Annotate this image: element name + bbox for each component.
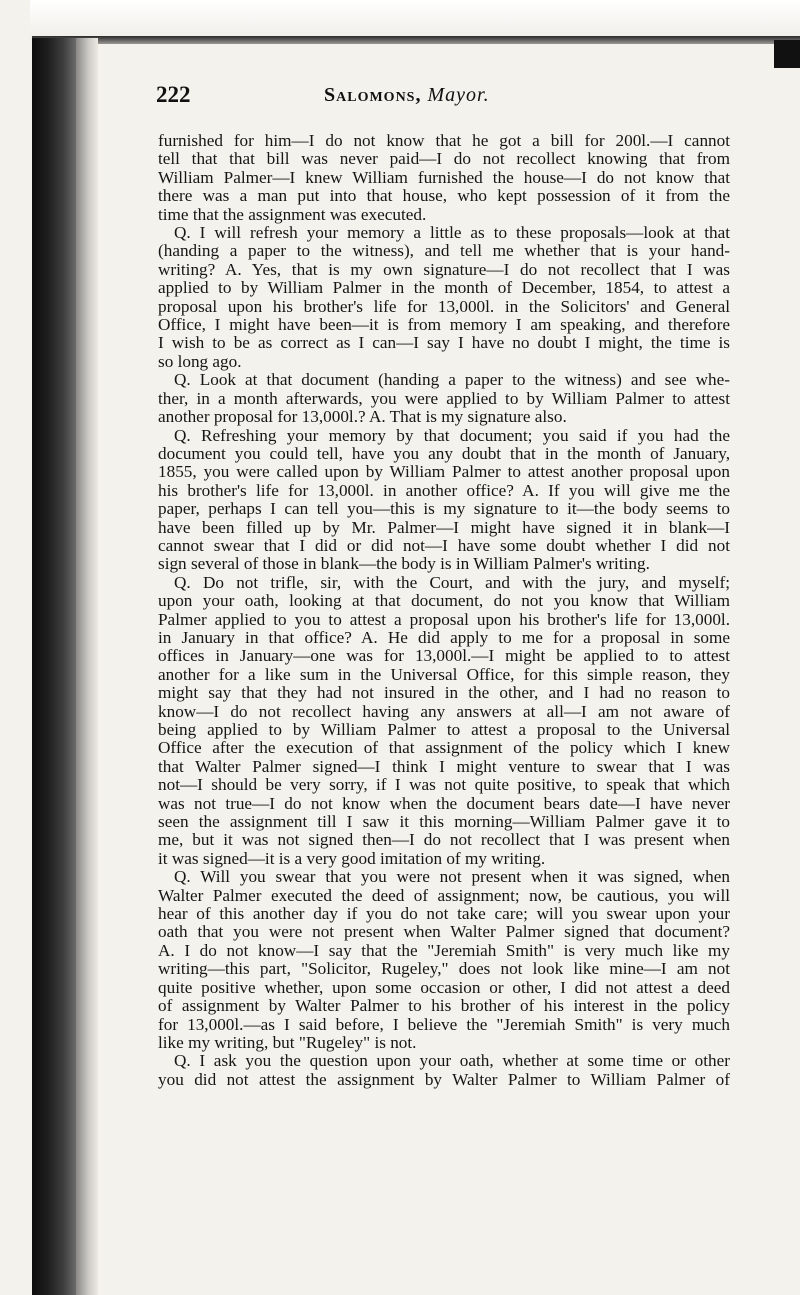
text-line: in January in that office? A. He did apply to me for a proposal in some bbox=[158, 628, 730, 647]
book-spine-shadow bbox=[32, 38, 76, 1295]
book-page bbox=[98, 44, 774, 1295]
page-body-text bbox=[158, 132, 730, 1089]
text-line: Q. Look at that document (handing a paper to the witness) and see whe- bbox=[174, 371, 730, 390]
text-line: me, but it was not signed then—I do not recollect that I was present when bbox=[158, 831, 730, 850]
text-line: seen the assignment till I saw it this morning—William Palmer gave it to bbox=[158, 813, 730, 832]
text-line: was not true—I do not know when the document bears date—I have never bbox=[158, 794, 730, 813]
page-number: 222 bbox=[156, 82, 191, 107]
text-line: William Palmer—I knew William furnished the house—I do not know that bbox=[158, 168, 730, 187]
scan-top-margin bbox=[30, 0, 800, 40]
text-line: applied to by William Palmer in the month of December, 1854, to attest a bbox=[158, 279, 730, 298]
text-line: quite positive whether, upon some occasion or other, I did not attest a deed bbox=[158, 978, 730, 997]
text-line: his brother's life for 13,000l. in another office? A. If you will give me the bbox=[158, 481, 730, 500]
text-line: know—I do not recollect having any answers at all—I am not aware of bbox=[158, 702, 730, 721]
running-title bbox=[324, 84, 490, 107]
text-line: being applied to by William Palmer to attest a proposal to the Universal bbox=[158, 721, 730, 739]
running-title-role: Mayor. bbox=[427, 84, 490, 106]
text-line: time that the assignment was executed. bbox=[158, 205, 427, 224]
text-line: ther, in a month afterwards, you were applied to by William Palmer to attest bbox=[158, 389, 730, 408]
text-line: tell that that bill was never paid—I do not recollect knowing that from bbox=[158, 150, 730, 169]
text-line: you did not attest the assignment by Walter Palmer to William Palmer of bbox=[158, 1070, 730, 1089]
text-line: writing—this part, "Solicitor, Rugeley," does not look like mine—I am not bbox=[158, 960, 730, 979]
text-line: proposal upon his brother's life for 13,000l. in the Solicitors' and General bbox=[158, 297, 730, 316]
book-gutter-fade bbox=[76, 38, 98, 1295]
text-line: of assignment by Walter Palmer to his brother of his interest in the policy bbox=[158, 997, 730, 1016]
text-line: Q. I will refresh your memory a little as to these proposals—look at that bbox=[174, 224, 730, 243]
text-line: furnished for him—I do not know that he got a bill for 200l.—I cannot bbox=[158, 132, 730, 150]
text-line: Office, I might have been—it is from memory I am speaking, and therefore bbox=[158, 316, 730, 335]
text-line: Walter Palmer executed the deed of assignment; now, be cautious, you will bbox=[158, 886, 730, 905]
text-line: Q. Will you swear that you were not present when it was signed, when bbox=[174, 868, 730, 887]
text-line: another proposal for 13,000l.? A. That is my signature also. bbox=[158, 408, 567, 427]
text-line: offices in January—one was for 13,000l.—I might be applied to to attest bbox=[158, 647, 730, 666]
text-line: document you could tell, have you any doubt that in the month of January, bbox=[158, 444, 730, 463]
text-line: 1855, you were called upon by William Palmer to attest another proposal upon bbox=[158, 463, 730, 482]
text-line: I wish to be as correct as I can—I say I have no doubt I might, the time is bbox=[158, 334, 730, 353]
text-line: oath that you were not present when Walter Palmer signed that document? bbox=[158, 923, 730, 942]
text-line: Palmer applied to you to attest a proposal upon his brother's life for 13,000l. bbox=[158, 610, 730, 629]
text-line: not—I should be very sorry, if I was not quite positive, to speak that which bbox=[158, 776, 730, 795]
text-line: writing? A. Yes, that is my own signature—I do not recollect that I was bbox=[158, 260, 730, 279]
text-line: have been filled up by Mr. Palmer—I might have signed it in blank—I bbox=[158, 518, 730, 537]
text-line: A. I do not know—I say that the "Jeremiah Smith" is very much like my bbox=[158, 941, 730, 960]
text-line: (handing a paper to the witness), and tell me whether that is your hand- bbox=[158, 242, 730, 261]
text-line: Q. Do not trifle, sir, with the Court, and with the jury, and myself; bbox=[174, 573, 730, 592]
text-line: upon your oath, looking at that document, do not you know that William bbox=[158, 592, 730, 611]
running-title-name: Salomons, bbox=[324, 84, 422, 106]
text-line: might say that they had not insured in the other, and I had no reason to bbox=[158, 684, 730, 703]
text-line: there was a man put into that house, who kept possession of it from the bbox=[158, 187, 730, 206]
page-top-shadow bbox=[32, 36, 800, 44]
text-line: Office after the execution of that assignment of the policy which I knew bbox=[158, 739, 730, 758]
text-line: hear of this another day if you do not take care; will you swear upon your bbox=[158, 905, 730, 924]
text-line: another for a like sum in the Universal Office, for this simple reason, they bbox=[158, 665, 730, 684]
text-line: cannot swear that I did or did not—I have some doubt whether I did not bbox=[158, 536, 730, 555]
text-line: Q. I ask you the question upon your oath, whether at some time or other bbox=[174, 1052, 730, 1071]
page-corner-shadow bbox=[774, 40, 800, 68]
text-line: so long ago. bbox=[158, 352, 242, 371]
text-line: paper, perhaps I can tell you—this is my signature to it—the body seems to bbox=[158, 500, 730, 519]
text-line: that Walter Palmer signed—I think I might venture to swear that I was bbox=[158, 757, 730, 776]
text-line: Q. Refreshing your memory by that document; you said if you had the bbox=[174, 426, 730, 445]
text-line: it was signed—it is a very good imitation of my writing. bbox=[158, 849, 546, 868]
text-line: sign several of those in blank—the body is in William Palmer's writing. bbox=[158, 555, 650, 574]
text-line: for 13,000l.—as I said before, I believe the "Jeremiah Smith" is very much bbox=[158, 1015, 730, 1034]
text-line: like my writing, but "Rugeley" is not. bbox=[158, 1033, 417, 1052]
running-header bbox=[156, 82, 730, 112]
